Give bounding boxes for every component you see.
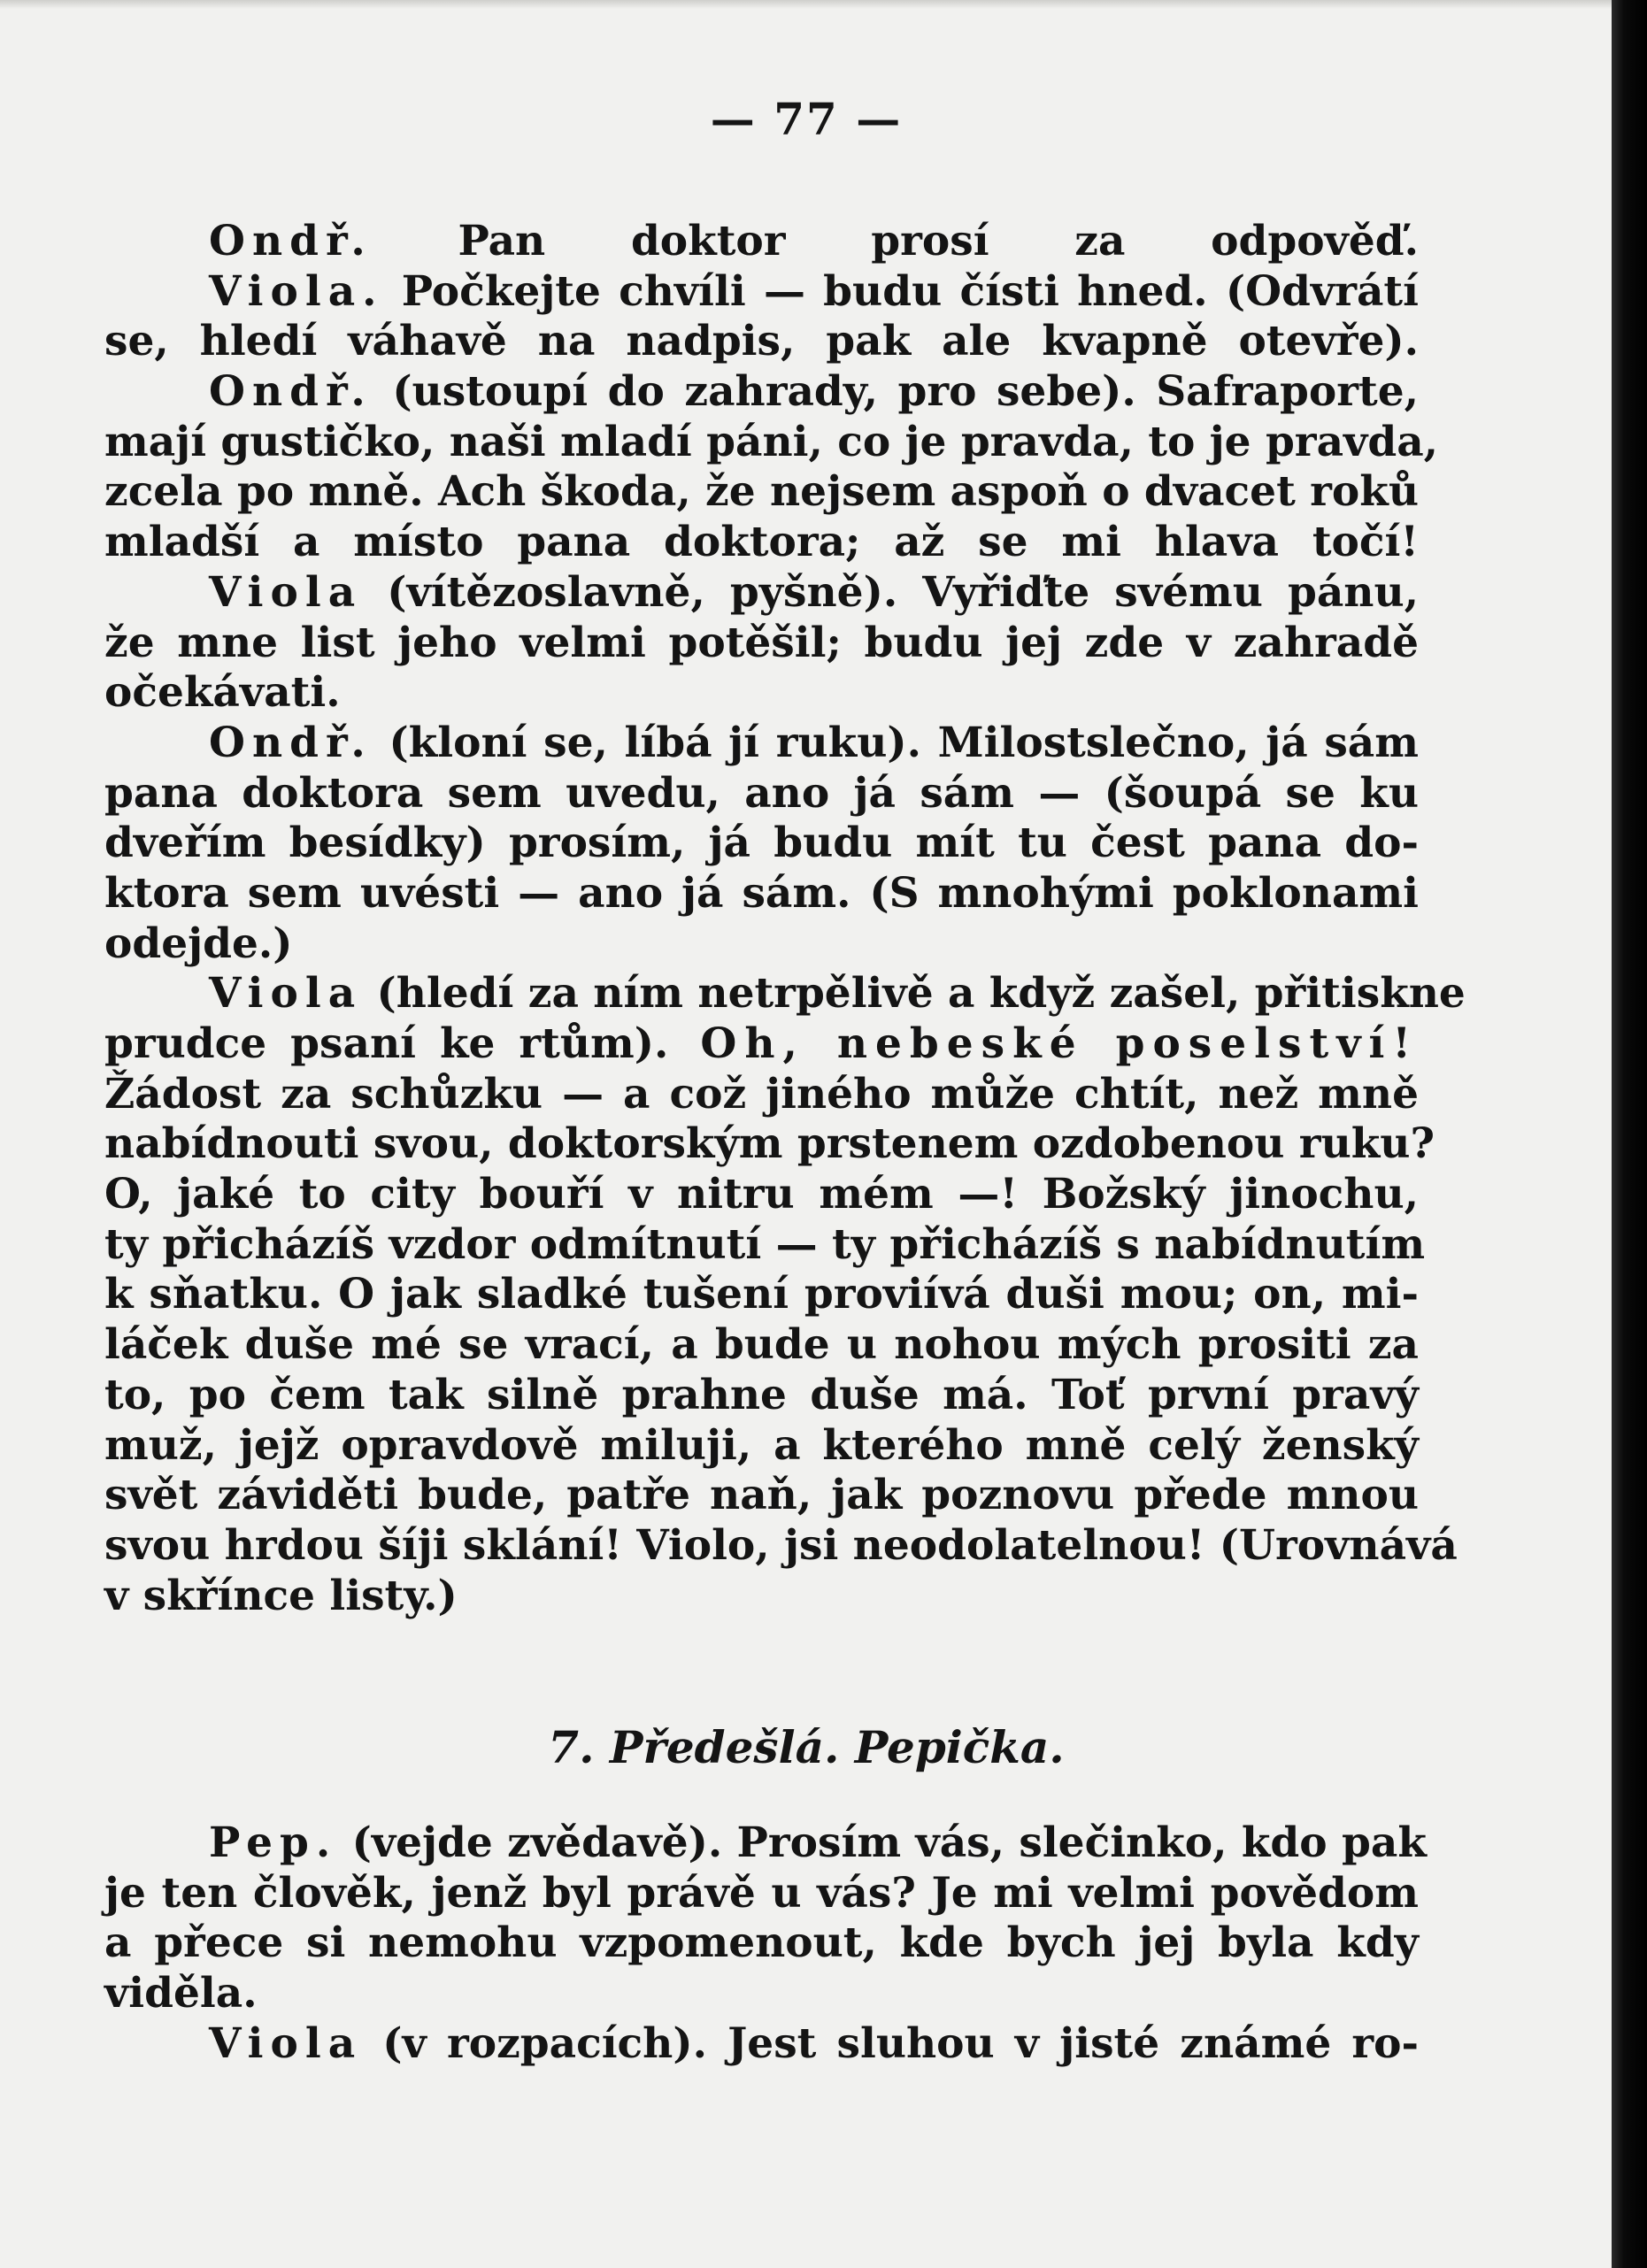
text-block-lower [104, 1818, 1427, 2069]
line-text: odejde.) [104, 919, 293, 968]
line-text: mají gustičko, naši mladí páni, co je pravda, to je pravda, [104, 417, 1439, 466]
line-text: v skřínce listy.) [104, 1571, 458, 1620]
line-text: k sňatku. O jak sladké tušení proviívá duši mou; on, mi- [104, 1270, 1419, 1319]
text-line [104, 1520, 1458, 1572]
speaker-name: Pep. [209, 1818, 338, 1867]
text-line [104, 217, 1419, 267]
text-line [104, 417, 1439, 468]
text-line [104, 317, 1419, 367]
speaker-name: Ondř. [209, 367, 373, 417]
text-line [104, 1170, 1419, 1220]
line-text: očekávati. [104, 668, 341, 718]
text-line [104, 1320, 1419, 1371]
speaker-name: Viola [209, 2018, 363, 2068]
line-text: to, po čem tak silně prahne duše má. Toť první pravý [104, 1370, 1419, 1419]
line-text: (hledí za ním netrpělivě a když zašel, přitiskne [362, 969, 1466, 1019]
text-line [104, 1019, 1419, 1070]
line-text: (ustoupí do zahrady, pro sebe). Safraporte, [372, 367, 1419, 417]
line-text: je ten člověk, jenž byl právě u vás? Je mi velmi povědom [104, 1868, 1419, 1918]
text-line [104, 1818, 1427, 1869]
text-line [104, 619, 1419, 669]
line-text: dveřím besídky) prosím, já budu mít tu čest pana do- [104, 819, 1419, 868]
text-line [104, 668, 1419, 719]
text-block-upper [104, 217, 1466, 1621]
text-line [104, 1969, 1419, 2019]
line-text: Žádost za schůzku — a což jiného může chtít, než mně [104, 1069, 1419, 1119]
line-text: pana doktora sem uvedu, ano já sám — (šoupá se ku [104, 768, 1419, 818]
scan-dark-edge [1612, 0, 1647, 2268]
text-line [104, 1421, 1419, 1472]
speaker-name: Ondř. [209, 217, 373, 265]
text-line [104, 1869, 1419, 1919]
speaker-name: Viola [209, 567, 363, 617]
text-line [104, 769, 1419, 819]
speaker-name: Viola [209, 969, 363, 1019]
text-line [104, 518, 1419, 568]
line-text: láček duše mé se vrací, a bude u nohou mých prositi za [104, 1320, 1419, 1370]
text-line [104, 1270, 1419, 1320]
line-text: ktora sem uvésti — ano já sám. (S mnohými poklonami [104, 868, 1419, 918]
text-line [104, 1572, 1419, 1622]
line-text: Počkejte chvíli — budu čísti hned. (Odvrátí [383, 266, 1419, 316]
line-text: mladší a místo pana doktora; až se mi hlava točí! [104, 518, 1419, 567]
text-line [104, 2019, 1419, 2070]
speaker-name: Viola. [209, 266, 384, 316]
text-line [104, 719, 1419, 769]
line-text: (vejde zvědavě). Prosím vás, slečinko, kdo pak [337, 1818, 1427, 1867]
line-text: muž, jejž opravdově miluji, a kterého mně celý ženský [104, 1420, 1419, 1470]
line-text: a přece si nemohu vzpomenout, kde bych jej byla kdy [104, 1918, 1419, 1968]
text-line [104, 1119, 1435, 1170]
line-text: viděla. [104, 1969, 258, 2018]
text-line [104, 467, 1419, 518]
line-text: prudce psaní ke rtům). [104, 1019, 669, 1068]
line-text: se, hledí váhavě na nadpis, pak ale kvapně otevře). [104, 317, 1419, 366]
line-text: O, jaké to city bouří v nitru mém —! Božský jinochu, [104, 1170, 1419, 1219]
line-text: ty přicházíš vzdor odmítnutí — ty přicházíš s nabídnutím [104, 1219, 1426, 1269]
text-line [104, 1471, 1419, 1521]
line-text: Pan doktor prosí za odpověď. [372, 217, 1419, 265]
text-line [104, 1918, 1419, 1969]
page-number: — 77 — [710, 93, 903, 145]
line-text: nabídnouti svou, doktorským prstenem ozdobenou ruku? [104, 1119, 1435, 1169]
speaker-name: Ondř. [209, 718, 373, 767]
line-text: zcela po mně. Ach škoda, že nejsem aspoň o dvacet roků [104, 467, 1419, 517]
text-line [104, 367, 1419, 418]
text-line [104, 969, 1466, 1019]
text-line [104, 869, 1419, 919]
scan-top-shadow [0, 0, 1612, 9]
line-text: (kloní se, líbá jí ruku). Milostslečno, já sám [372, 718, 1419, 767]
line-text: svou hrdou šíji sklání! Violo, jsi neodolatelnou! (Urovnává [104, 1520, 1458, 1570]
text-line [104, 568, 1419, 619]
text-line [104, 267, 1419, 318]
text-line [104, 1070, 1419, 1120]
text-line [104, 919, 1419, 970]
line-text: (v rozpacích). Jest sluhou v jisté známé ro- [362, 2018, 1419, 2068]
text-line [104, 819, 1419, 869]
section-heading: 7. Předešlá. Pepička. [548, 1721, 1065, 1773]
spaced-exclamation: Oh, nebeské poselství! [668, 1019, 1419, 1068]
line-text: svět záviděti bude, patře naň, jak poznovu přede mnou [104, 1471, 1419, 1520]
text-line [104, 1219, 1426, 1271]
text-line [104, 1371, 1419, 1421]
line-text: (vítězoslavně, pyšně). Vyřiďte svému pánu, [362, 567, 1419, 617]
line-text: že mne list jeho velmi potěšil; budu jej zde v zahradě [104, 618, 1419, 667]
